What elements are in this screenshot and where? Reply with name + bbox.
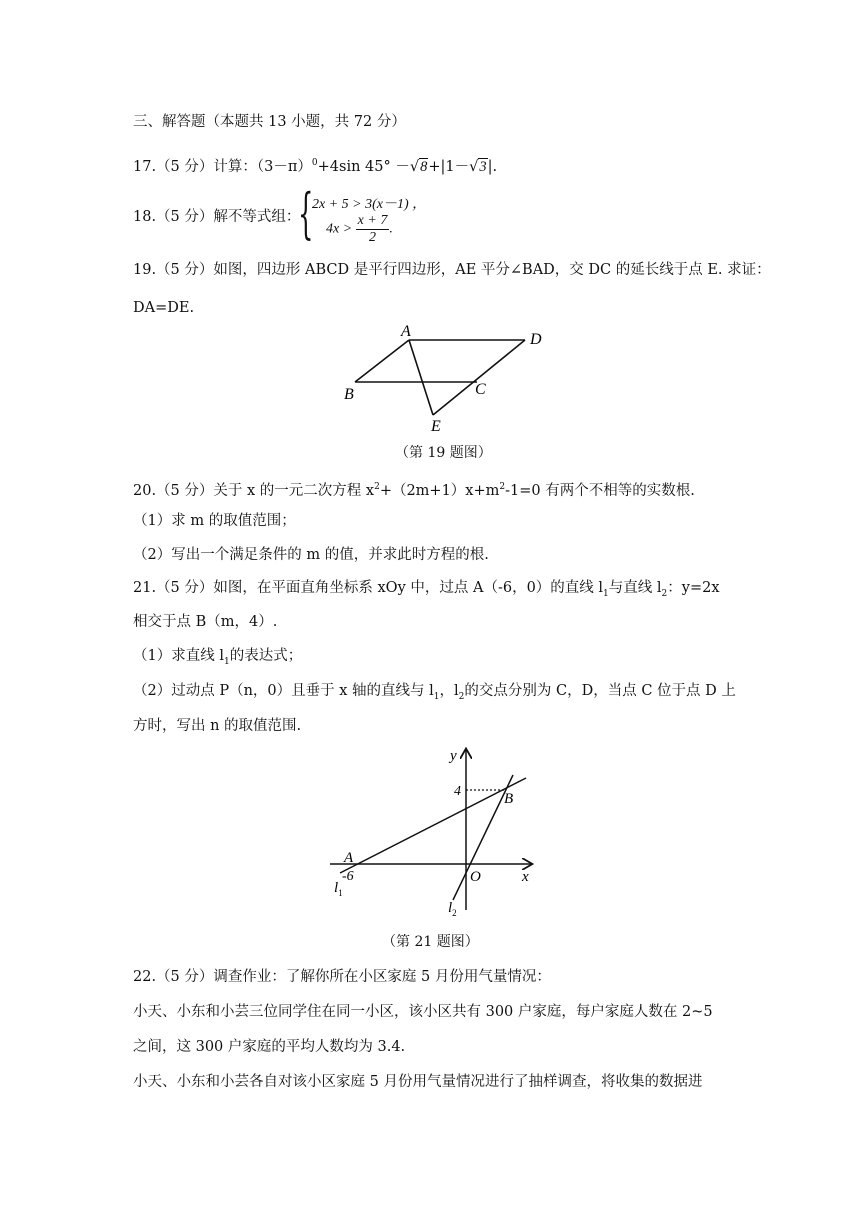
q21-sub-1: 1 — [603, 588, 609, 599]
label-l1: $l_1$ — [334, 880, 343, 898]
y-axis-label: y — [450, 748, 457, 764]
q19-parallelogram-figure — [335, 318, 555, 436]
label-4: 4 — [454, 784, 461, 799]
label-D: D — [530, 331, 542, 348]
q17-root-8: 8 — [420, 158, 428, 175]
q21-coordinate-figure — [328, 740, 543, 920]
q21-text-a: 21.（5 分）如图，在平面直角坐标系 xOy 中，过点 A（-6，0）的直线 l — [133, 580, 604, 596]
q21-line-2: 相交于点 B（m，4）. — [133, 614, 278, 630]
left-brace: { — [298, 182, 314, 245]
q17-text-a: 17.（5 分）计算：（3－π） — [133, 158, 312, 175]
q21-part1-a: （1）求直线 l — [133, 648, 224, 664]
q18-fraction-denominator: 2 — [369, 230, 376, 245]
section-title: 三、解答题（本题共 13 小题，共 72 分） — [133, 114, 406, 130]
q20-part-2: （2）写出一个满足条件的 m 的值，并求此时方程的根. — [133, 547, 489, 563]
label-B: B — [344, 386, 354, 403]
q22-line-4: 小天、小东和小芸各自对该小区家庭 5 月份用气量情况进行了抽样调查，将收集的数据进 — [133, 1074, 703, 1090]
q19-line-2: DA=DE. — [133, 300, 195, 316]
label-l2: $l_2$ — [448, 900, 457, 918]
label-E: E — [431, 418, 441, 435]
q20-text-c: -1=0 有两个不相等的实数根. — [505, 482, 695, 499]
q17-text-d: |. — [487, 158, 498, 175]
inequality-system — [298, 182, 458, 246]
q18-fraction — [356, 213, 390, 246]
q21-part-1 — [133, 646, 302, 672]
label-A: A — [401, 323, 411, 340]
q20-sup-1: 2 — [374, 482, 380, 492]
q19-caption: （第 19 题图） — [395, 445, 492, 461]
q20-part-1: （1）求 m 的取值范围； — [133, 513, 296, 529]
question-17 — [133, 153, 497, 177]
q21-part1-sub: 1 — [223, 656, 230, 667]
q20-text-b: +（2m+1）x+m — [379, 482, 500, 499]
q18-inequality-1: 2x + 5 > 3(x－1) ， — [312, 197, 427, 212]
q18-line2-lhs: 4x > — [326, 221, 353, 237]
q21-part-2 — [133, 681, 736, 707]
q17-text-b: +4sin 45° － — [317, 158, 410, 175]
q18-fraction-numerator: x + 7 — [357, 213, 388, 228]
q21-part1-b: 的表达式； — [229, 648, 303, 664]
label-B: B — [504, 791, 514, 807]
q17-zero-exponent: 0 — [311, 158, 318, 168]
sqrt-symbol: √ — [469, 158, 479, 175]
q21-part2-c: 的交点分别为 C，D，当点 C 位于点 D 上 — [464, 683, 736, 699]
q22-line-1: 22.（5 分）调查作业：了解你所在小区家庭 5 月份用气量情况： — [133, 969, 551, 985]
q22-line-3: 之间，这 300 户家庭的平均人数均为 3.4. — [133, 1039, 406, 1055]
q18-line2-end: . — [389, 221, 393, 237]
q21-part2-a: （2）过动点 P（n，0）且垂于 x 轴的直线与 l — [133, 683, 434, 699]
q17-text-c: +|1－ — [428, 158, 470, 175]
label-A: A — [344, 850, 354, 866]
x-axis-label: x — [522, 869, 529, 885]
q21-part2-b: ，l — [439, 683, 459, 699]
q21-text-c: ：y=2x — [667, 580, 720, 596]
label-C: C — [475, 381, 486, 398]
q22-line-2: 小天、小东和小芸三位同学住在同一小区，该小区共有 300 户家庭，每户家庭人数在 2~5 — [133, 1004, 713, 1020]
sqrt-symbol: √ — [409, 158, 420, 175]
q21-part2-sub1: 1 — [433, 691, 440, 702]
q17-root-3: 3 — [479, 158, 487, 175]
label-neg6: -6 — [342, 869, 354, 884]
question-21-line-1 — [133, 578, 720, 604]
q19-line-1: 19.（5 分）如图，四边形 ABCD 是平行四边形，AE 平分∠BAD，交 DC 的延长线于点 E. 求证： — [133, 262, 771, 278]
q21-text-b: 与直线 l — [608, 580, 662, 596]
origin-label: O — [470, 869, 481, 885]
q21-part-2-line-2: 方时，写出 n 的取值范围. — [133, 718, 302, 734]
question-20 — [133, 477, 695, 501]
q18-inequality-2 — [326, 213, 393, 246]
q18-prefix: 18.（5 分）解不等式组： — [133, 209, 301, 225]
q21-part2-sub2: 2 — [458, 691, 465, 702]
q21-caption: （第 21 题图） — [382, 934, 479, 950]
q20-text-a: 20.（5 分）关于 x 的一元二次方程 x — [133, 482, 375, 499]
q21-sub-2: 2 — [661, 588, 668, 599]
q20-sup-2: 2 — [499, 482, 506, 492]
